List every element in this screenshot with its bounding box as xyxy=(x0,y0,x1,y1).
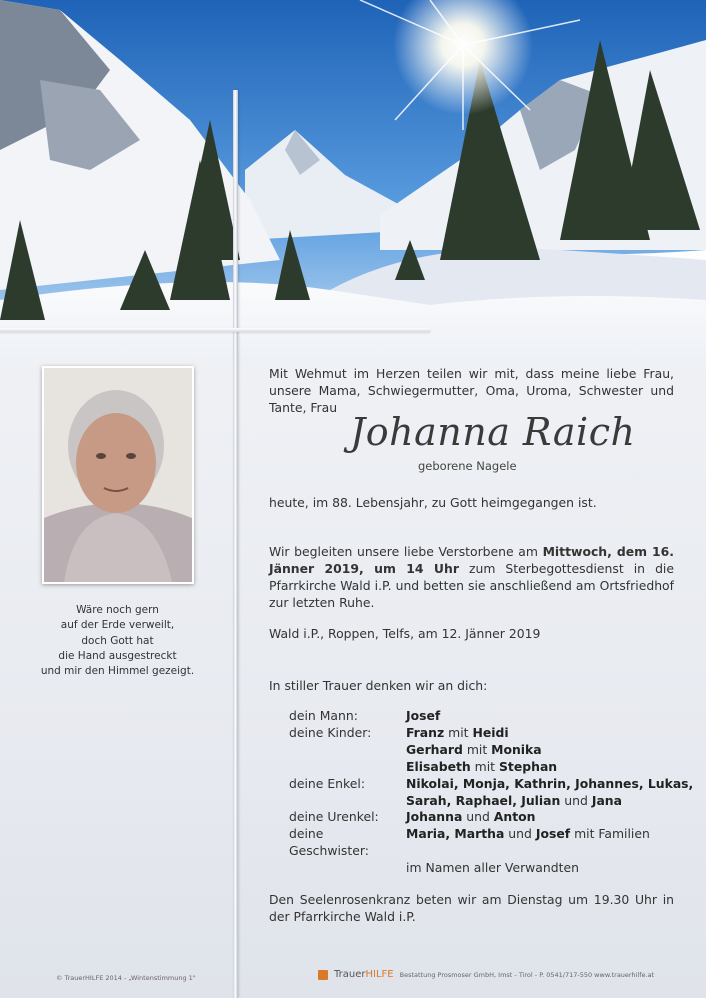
relation-names xyxy=(406,742,542,759)
family-row-siblings xyxy=(289,826,693,860)
relative-name: Josef xyxy=(406,708,441,723)
connector-text: mit xyxy=(466,741,488,757)
family-row-children xyxy=(289,759,693,776)
relation-label-empty xyxy=(289,759,406,776)
funeral-text-part: Wir begleiten unsere liebe Verstorbene am xyxy=(269,544,543,559)
relative-name: Gerhard xyxy=(406,741,463,757)
footer-contact: Bestattung Prosmoser GmbH, Imst - Tirol - P. 0541/717-550 www.trauerhilfe.at xyxy=(399,970,655,979)
relative-name: Jana xyxy=(591,792,622,808)
family-row-grandchildren xyxy=(289,793,693,810)
relation-names xyxy=(406,776,693,793)
footer-copyright: © TrauerHILFE 2014 - „Wintenstimmung 1" xyxy=(56,974,196,982)
connector-text: und xyxy=(564,792,588,808)
relation-label: deine Enkel: xyxy=(289,775,366,791)
maiden-name: geborene Nagele xyxy=(418,459,517,473)
mountain-landscape-photo xyxy=(0,0,706,360)
footer-funeral-home xyxy=(318,969,654,980)
portrait-photo xyxy=(42,366,194,584)
place-date: Wald i.P., Roppen, Telfs, am 12. Jänner 2019 xyxy=(269,626,541,641)
funeral-text xyxy=(269,543,674,611)
relation-label: deine Geschwister: xyxy=(289,826,369,859)
funeral-date: Mittwoch, dem 16. Jänner 2019, um 14 Uhr xyxy=(269,544,674,576)
relative-name: Johanna xyxy=(406,809,463,825)
relative-name: Monika xyxy=(491,741,542,757)
family-row-children xyxy=(289,742,693,759)
relation-names xyxy=(406,793,622,810)
family-list xyxy=(289,708,693,877)
relation-label: deine Kinder: xyxy=(289,724,372,740)
cross-vertical-beam xyxy=(233,90,238,998)
passed-text: heute, im 88. Lebensjahr, zu Gott heimgegangen ist. xyxy=(269,495,597,510)
logo-text-accent: HILFE xyxy=(365,969,394,980)
connector-text: und xyxy=(466,809,490,825)
family-row-grandchildren xyxy=(289,776,693,793)
relation-names xyxy=(406,809,535,826)
relation-label-empty xyxy=(289,793,406,810)
relative-name: Josef xyxy=(535,826,571,842)
relation-names xyxy=(406,725,509,742)
cross-horizontal-beam xyxy=(0,328,430,332)
relation-label: dein Mann: xyxy=(289,708,358,723)
family-row-children xyxy=(289,725,693,742)
deceased-name: Johanna Raich xyxy=(350,410,636,454)
logo-text-part: Trauer xyxy=(334,969,366,980)
family-row-husband xyxy=(289,708,693,725)
relative-name: Heidi xyxy=(472,724,509,740)
relative-name: Stephan xyxy=(499,758,558,774)
relation-label: deine Urenkel: xyxy=(289,809,379,825)
relation-names xyxy=(406,826,650,860)
trauerhilfe-logo-icon xyxy=(318,970,328,980)
relation-names xyxy=(406,759,557,776)
connector-text: mit xyxy=(474,758,496,774)
verse-line: auf der Erde verweilt, xyxy=(60,619,175,632)
relative-name: Franz xyxy=(406,724,445,740)
relative-name: Sarah, Raphael, Julian xyxy=(406,792,561,808)
family-row-relatives xyxy=(289,860,693,877)
verse-line: Wäre noch gern xyxy=(76,604,159,616)
relative-name: Anton xyxy=(493,809,536,825)
relative-name: Nikolai, Monja, Kathrin, Johannes, Lukas, xyxy=(406,775,694,791)
connector-text: mit xyxy=(448,724,469,740)
connector-text: und xyxy=(508,826,532,842)
relation-label-empty xyxy=(289,742,406,759)
relation-names xyxy=(406,708,440,725)
memorial-verse xyxy=(30,603,205,679)
relatives-text: im Namen aller Verwandten xyxy=(406,860,579,876)
relation-label-empty xyxy=(289,860,406,877)
relative-name: Maria, Martha xyxy=(406,826,505,842)
verse-line: doch Gott hat xyxy=(81,634,154,647)
verse-line: die Hand ausgestreckt xyxy=(58,649,177,662)
intro-text: Mit Wehmut im Herzen teilen wir mit, dass meine liebe Frau, unsere Mama, Schwiegermutter, Oma, Uroma, Schwester und Tante, Frau xyxy=(269,366,674,415)
logo-text xyxy=(334,969,394,980)
family-row-great-grandchildren xyxy=(289,809,693,826)
verse-line: und mir den Himmel gezeigt. xyxy=(40,665,195,678)
rosary-text: Den Seelenrosenkranz beten wir am Dienstag um 19.30 Uhr in der Pfarrkirche Wald i.P. xyxy=(269,892,674,924)
connector-text: mit Familien xyxy=(574,826,650,842)
relative-name: Elisabeth xyxy=(406,758,471,774)
mourning-intro: In stiller Trauer denken wir an dich: xyxy=(269,678,488,693)
funeral-text-part: zum Sterbegottesdienst in die Pfarrkirche Wald i.P. und betten sie anschließend am Ortsfriedhof zur letzten Ruhe. xyxy=(269,561,674,610)
